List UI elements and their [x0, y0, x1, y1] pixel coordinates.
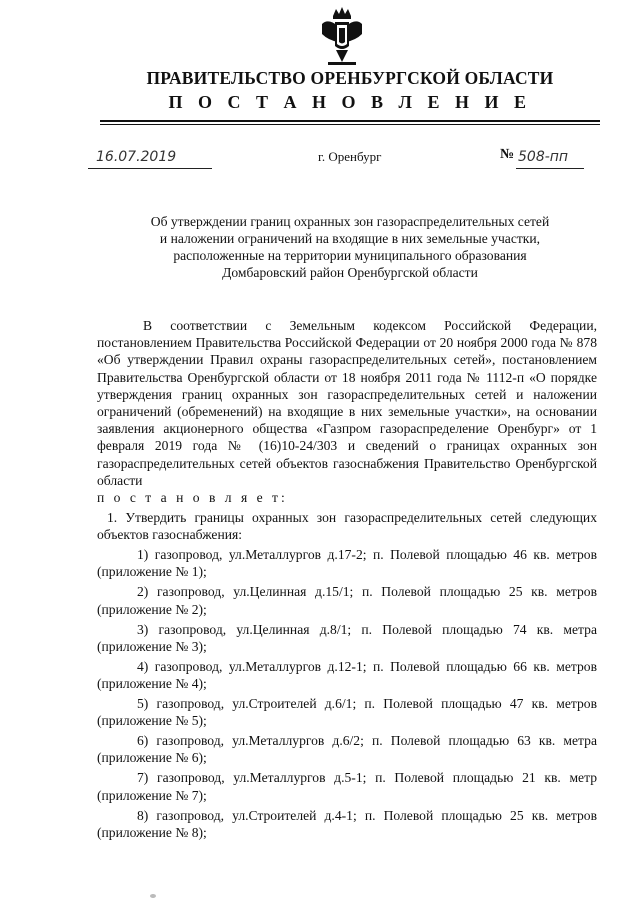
scan-artifact [150, 894, 156, 898]
number-field [516, 148, 584, 169]
title-line: и наложении ограничений на входящие в них земельные участки, [159, 231, 541, 246]
list-item: 2) газопровод, ул.Целинная д.15/1; п. Полевой площадью 25 кв. метров (приложение № 2); [97, 584, 597, 617]
title-line: расположенные на территории муниципального образования [173, 248, 527, 263]
coat-of-arms-icon [318, 6, 366, 66]
list-item: 4) газопровод, ул.Металлургов д.12-1; п. Полевой площадью 66 кв. метров (приложение № 4); [97, 658, 597, 692]
list-item: 1) газопровод, ул.Металлургов д.17-2; п. Полевой площадью 46 кв. метров (приложение № 1); [97, 547, 597, 580]
document-title [100, 213, 600, 281]
number-label: № [500, 147, 515, 162]
list-item: 3) газопровод, ул.Целинная д.8/1; п. Полевой площадью 74 кв. метра (приложение № 3); [97, 621, 597, 654]
document-body [97, 317, 597, 841]
document-type: П О С Т А Н О В Л Е Н И Е [168, 92, 532, 112]
list-item: 5) газопровод, ул.Строителей д.6/1; п. Полевой площадью 47 кв. метров (приложение № 5); [97, 696, 597, 729]
list-item: 6) газопровод, ул.Металлургов д.6/2; п. Полевой площадью 63 кв. метра (приложение № 6); [97, 733, 597, 766]
date-value: 16.07.2019 [96, 149, 177, 165]
header-divider-thin [100, 124, 600, 125]
resolves-word: п о с т а н о в л я е т: [97, 490, 288, 506]
preamble: В соответствии с Земельным кодексом Российской Федерации, постановлением Правительства Российской Федерации от 20 ноября 2000 года № 878 «Об утверждении Правил охраны газораспределительных сетей», постановлением Правительства Оренбургской области от 18 ноября 2011 года № 1112-п «О порядке утверждения границ охранных зон газораспределительных сетей и наложении ограничений (обременений) на входящие в них земельные участки», на основании заявления акционерного общества «Газпром газораспределение Оренбург» от 1 февраля 2019 года № (16)10-24/303 и сведений о границах охранных зон газораспределительных сетей объектов газоснабжения Правительство Оренбургской области [97, 318, 597, 488]
number-value: 508-пп [518, 149, 569, 165]
list-item: 7) газопровод, ул.Металлургов д.5-1; п. Полевой площадью 21 кв. метр (приложение № 7); [97, 770, 597, 803]
title-line: Об утверждении границ охранных зон газораспределительных сетей [150, 214, 550, 229]
header-divider [100, 120, 600, 122]
date-field [88, 148, 212, 169]
list-item: 8) газопровод, ул.Строителей д.4-1; п. Полевой площадью 25 кв. метров (приложение № 8); [97, 807, 597, 840]
city: г. Оренбург [318, 149, 382, 164]
government-name: ПРАВИТЕЛЬСТВО ОРЕНБУРГСКОЙ ОБЛАСТИ [146, 68, 554, 88]
point-1: 1. Утвердить границы охранных зон газораспределительных сетей следующих объектов газоснабжения: [97, 510, 597, 543]
title-line: Домбаровский район Оренбургской области [222, 265, 478, 280]
